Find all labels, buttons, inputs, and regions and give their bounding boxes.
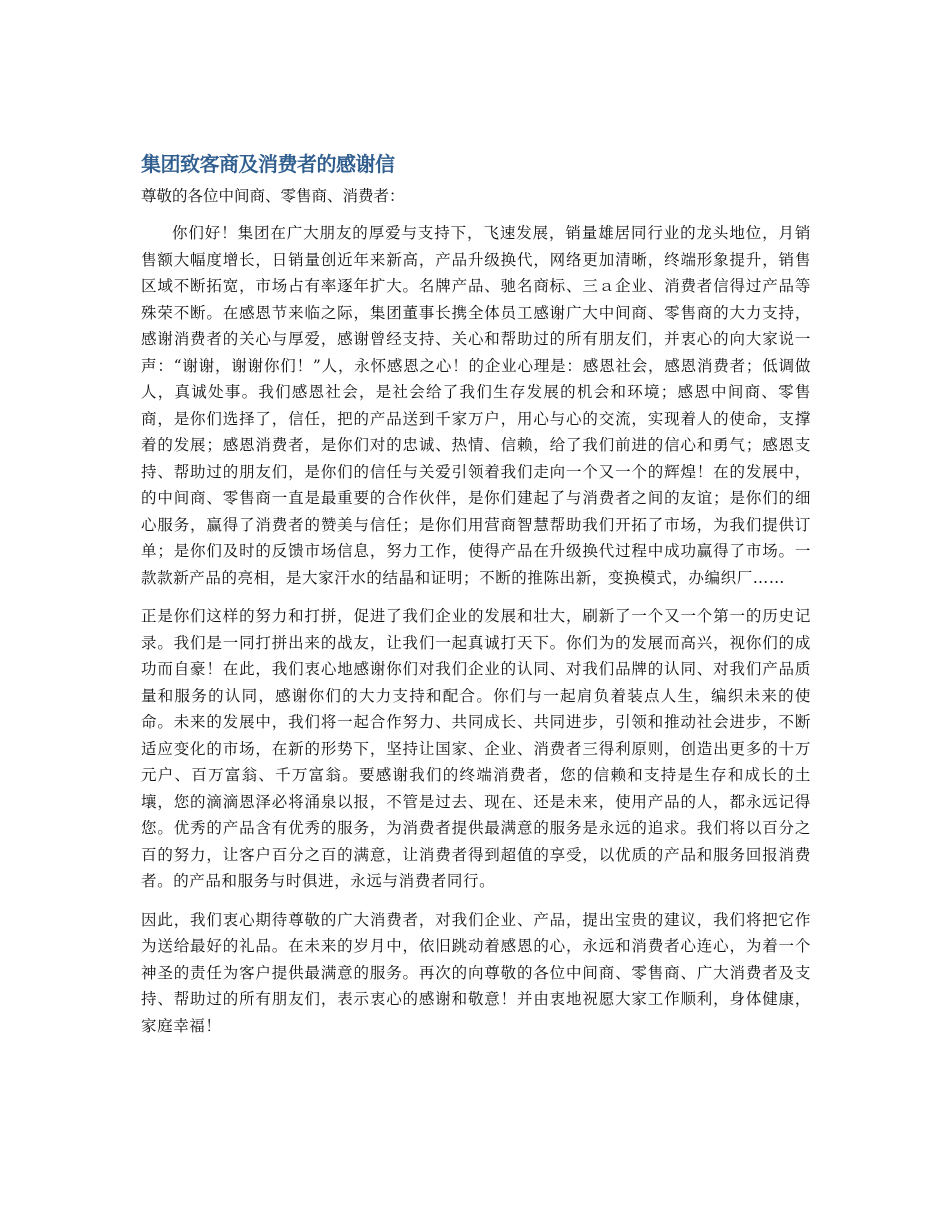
letter-title: 集团致客商及消费者的感谢信 <box>141 152 395 176</box>
letter-paragraph-2: 正是你们这样的努力和打拼，促进了我们企业的发展和壮大，刷新了一个又一个第一的历史记录。我们是一同打拼出来的战友，让我们一起真诚打天下。你们为的发展而高兴，视你们的成功而自豪！在此，我们衷心地感谢你们对我们企业的认同、对我们品牌的认同、对我们产品质量和服务的认同，感谢你们的大力支持和配合。你们与一起肩负着装点人生，编织未来的使命。未来的发展中，我们将一起合作努力、共同成长、共同进步，引领和推动社会进步，不断适应变化的市场，在新的形势下，坚持让国家、企业、消费者三得利原则，创造出更多的十万元户、百万富翁、千万富翁。要感谢我们的终端消费者，您的信赖和支持是生存和成长的土壤，您的滴滴恩泽必将涌泉以报，不管是过去、现在、还是未来，使用产品的人，都永远记得您。优秀的产品含有优秀的服务，为消费者提供最满意的服务是永远的追求。我们将以百分之百的努力，让客户百分之百的满意，让消费者得到超值的享受，以优质的产品和服务回报消费者。的产品和服务与时俱进，永远与消费者同行。 <box>141 607 811 890</box>
letter-salutation: 尊敬的各位中间商、零售商、消费者： <box>141 187 405 205</box>
letter-page <box>141 150 811 1051</box>
letter-paragraph-1: 你们好！集团在广大朋友的厚爱与支持下，飞速发展，销量雄居同行业的龙头地位，月销售额大幅度增长，日销量创近年来新高，产品升级换代，网络更加清晰，终端形象提升，销售区域不断拓宽，市场占有率逐年扩大。名牌产品、驰名商标、三ａ企业、消费者信得过产品等殊荣不断。在感恩节来临之际，集团董事长携全体员工感谢广大中间商、零售商的大力支持，感谢消费者的关心与厚爱，感谢曾经支持、关心和帮助过的所有朋友们，并衷心的向大家说一声：“谢谢，谢谢你们！”人，永怀感恩之心！的企业心理是：感恩社会，感恩消费者；低调做人，真诚处事。我们感恩社会，是社会给了我们生存发展的机会和环境；感恩中间商、零售商，是你们选择了，信任，把的产品送到千家万户，用心与心的交流，实现着人的使命，支撑着的发展；感恩消费者，是你们对的忠诚、热情、信赖，给了我们前进的信心和勇气；感恩支持、帮助过的朋友们，是你们的信任与关爱引领着我们走向一个又一个的辉煌！在的发展中，的中间商、零售商一直是最重要的合作伙伴，是你们建起了与消费者之间的友谊；是你们的细心服务，赢得了消费者的赞美与信任；是你们用营商智慧帮助我们开拓了市场，为我们提供订单；是你们及时的反馈市场信息，努力工作，使得产品在升级换代过程中成功赢得了市场。一款款新产品的亮相，是大家汗水的结晶和证明；不断的推陈出新，变换模式，办编织厂…… <box>141 224 811 587</box>
letter-paragraph-3: 因此，我们衷心期待尊敬的广大消费者，对我们企业、产品，提出宝贵的建议，我们将把它作为送给最好的礼品。在未来的岁月中，依旧跳动着感恩的心，永远和消费者心连心，为着一个神圣的责任为客户提供最满意的服务。再次的向尊敬的各位中间商、零售商、广大消费者及支持、帮助过的所有朋友们，表示衷心的感谢和敬意！并由衷地祝愿大家工作顺利，身体健康，家庭幸福！ <box>141 910 811 1035</box>
